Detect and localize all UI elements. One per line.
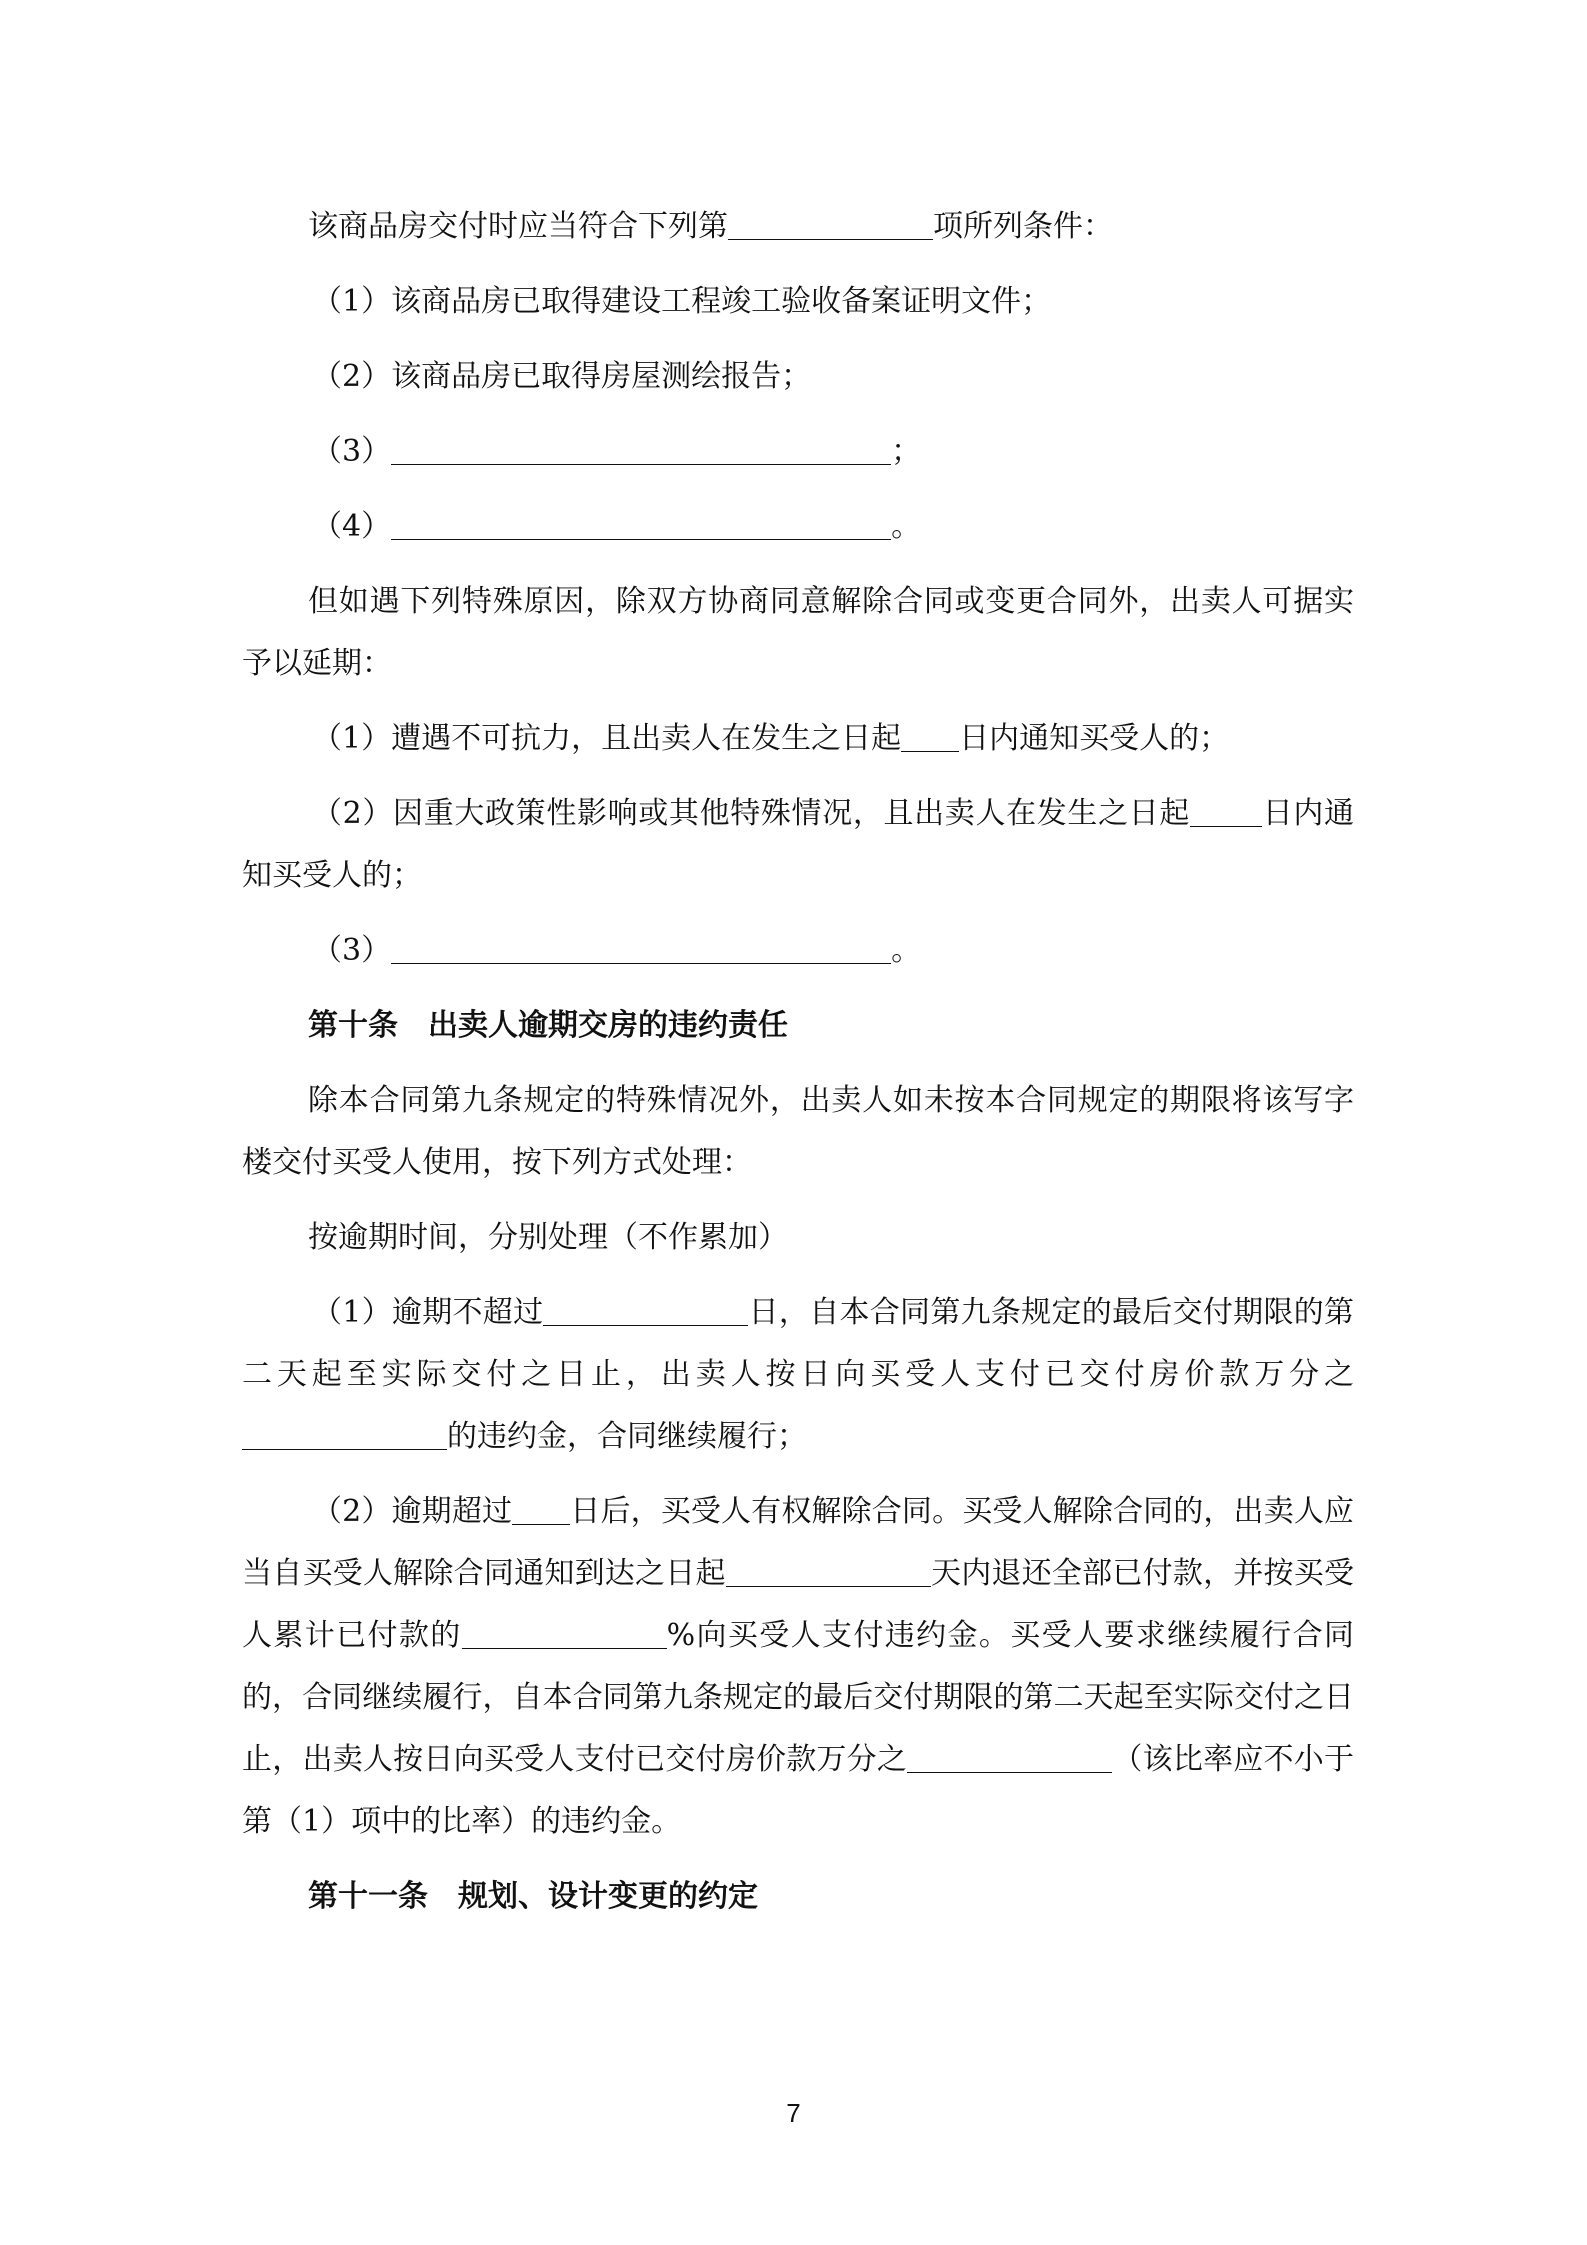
blank-field — [901, 721, 959, 752]
special-reason-3: （3） 。 — [312, 933, 922, 968]
blank-field — [242, 1419, 447, 1450]
overdue-clause-1: （1）逾期不超过 日，自本合同第九条规定的最后交付期限的第二天起至实际交付之日止，出卖人按日向买受人支付已交付房价款万分之的违约金，合同继续履行； — [242, 1295, 1355, 1454]
article-10-title: 第十条 出卖人逾期交房的违约责任 — [308, 1008, 788, 1043]
special-reasons-intro: 但如遇下列特殊原因，除双方协商同意解除合同或变更合同外，出卖人可据实予以延期： — [242, 584, 1354, 681]
special-reason-1: （1）遭遇不可抗力，且出卖人在发生之日起 日内通知买受人的； — [312, 721, 1230, 756]
contract-body — [242, 196, 1354, 1941]
blank-field — [728, 209, 933, 240]
blank-field — [726, 1556, 931, 1587]
blank-field — [1190, 796, 1262, 827]
blank-field — [462, 1618, 667, 1649]
condition-item-2: （2）该商品房已取得房屋测绘报告； — [312, 359, 812, 394]
blank-field — [907, 1742, 1112, 1773]
condition-item-1: （1）该商品房已取得建设工程竣工验收备案证明文件； — [312, 284, 1052, 319]
article-11-title: 第十一条 规划、设计变更的约定 — [308, 1879, 758, 1914]
page-number: 7 — [786, 2098, 801, 2128]
special-reason-2: （2）因重大政策性影响或其他特殊情况，且出卖人在发生之日起 日内通知买受人的； — [242, 796, 1355, 893]
blank-field — [543, 1295, 748, 1326]
blank-field — [391, 434, 891, 465]
blank-field — [512, 1494, 570, 1525]
article-10-paragraph-2: 按逾期时间，分别处理（不作累加） — [308, 1220, 788, 1255]
condition-item-4: （4） 。 — [312, 509, 922, 544]
overdue-clause-2: （2）逾期超过 日后，买受人有权解除合同。买受人解除合同的，出卖人应当自买受人解除合同通知到达之日起 天内退还全部已付款，并按买受人累计已付款的 %向买受人支付违约金。买受人要求继续履行合同的，合同继续履行，自本合同第九条规定的最后交付期限的第二天起至实际交付之日止，出卖人按日向买受人支付已交付房价款万分之 （该比率应不小于第（1）项中的比率）的违约金。 — [242, 1494, 1355, 1839]
blank-field — [391, 933, 891, 964]
blank-field — [391, 509, 891, 540]
delivery-conditions-intro: 该商品房交付时应当符合下列第 项所列条件： — [308, 209, 1113, 244]
condition-item-3: （3） ； — [312, 434, 922, 469]
article-10-paragraph-1: 除本合同第九条规定的特殊情况外，出卖人如未按本合同规定的期限将该写字楼交付买受人使用，按下列方式处理： — [242, 1083, 1354, 1180]
